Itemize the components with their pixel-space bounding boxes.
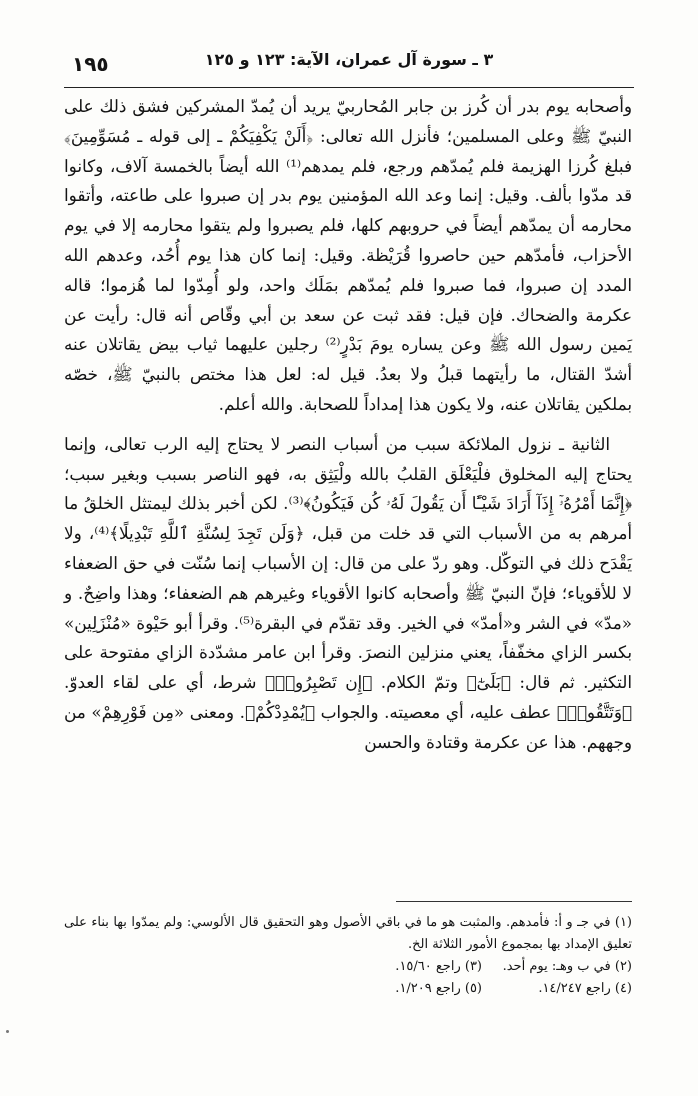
footnote-3: (٣) راجع ١٥/٦٠. — [395, 959, 482, 974]
footnote-divider — [396, 901, 632, 902]
scan-speck — [6, 1030, 9, 1033]
footnote-1: (١) في جـ و أ: فأمدهم. والمثبت هو ما في باقي الأصول وهو التحقيق قال الألوسي: ولم يمدّوا بها بناء على تعليق الإمداد بها بمجموع الأمور الثلاثة الخ. — [64, 915, 632, 952]
footnote-2: (٢) في ب وهـ: يوم أحد. — [502, 959, 632, 974]
paragraph-1: وأصحابه يوم بدر أن كُرز بن جابر المُحاربيّ يريد أن يُمدّ المشركين فشق ذلك على النبيّ ﷺ وعلى المسلمين؛ فأنزل الله تعالى: ﴿أَلَنْ يَكْفِيَكُمْ ـ إلى قوله ـ مُسَوِّمِينَ﴾ فبلغ كُرزا الهزيمة فلم يُمدّهم ورجع، فلم يمدهم⁽¹⁾ الله أيضاً بالخمسة آلاف، وكانوا قد مدّوا بألف. وقيل: إنما وعد الله المؤمنين يوم بدر إن صبروا على طاعته، وأتقوا محارمه أن يمدّهم أيضاً في حروبهم كلها، فلم يصبروا ولم يتقوا محارمه إلا في يوم الأحزاب، فأمدّهم حين حاصروا قُرَيْظة. وقيل: إنما كان هذا يوم أُحُد، وعدهم الله المدد إن صبروا، فما صبروا فلم يُمدّهم بمَلَك واحد، ولو أُمِدّوا لما هُزموا؛ قاله عكرمة والضحاك. فإن قيل: فقد ثبت عن سعد بن أبي وقّاص أنه قال: رأيت عن يَمين رسول الله ﷺ وعن يساره يومَ بَدْرٍ⁽²⁾ رجلين عليهما ثياب بيض يقاتلان عنه أشدّ القتال، ما رأيتهما قبلُ ولا بعدُ. قيل له: لعل هذا مختص بالنبيّ ﷺ، خصّه بملكين يقاتلان عنه، ولا يكون هذا إمداداً للصحابة. والله أعلم. — [64, 96, 632, 414]
footnote-row — [64, 956, 632, 978]
footnote-4: (٤) راجع ١٤/٢٤٧. — [538, 981, 632, 996]
footnote-row — [64, 978, 632, 1000]
page-number: ١٩٥ — [72, 52, 109, 76]
running-title: ٣ ـ سورة آل عمران، الآية: ١٢٣ و ١٢٥ — [204, 50, 494, 69]
paragraph-2: الثانية ـ نزول الملائكة سبب من أسباب النصر لا يحتاج إليه الرب تعالى، وإنما يحتاج إليه المخلوق فلْيَعْلَق القلبُ بالله ولْيَثِق به، فهو الناصر بسبب وبغير سبب؛ ﴿إِنَّمَا أَمْرُهُۥٓ إِذَآ أَرَادَ شَيْـًٔا أَن يَقُولَ لَهُۥ كُن فَيَكُونُ﴾⁽³⁾. لكن أخبر بذلك ليمتثل الخلقُ ما أمرهم به من الأسباب التي قد خلت من قبل، ﴿وَلَن تَجِدَ لِسُنَّةِ ٱللَّهِ تَبْدِيلًا﴾⁽⁴⁾، ولا يَقْدَح ذلك في التوكّل. وهو ردّ على من قال: إن الأسباب إنما سُنّت في حق الضعفاء لا للأقوياء؛ فإنّ النبيّ ﷺ وأصحابه كانوا الأقوياء وغيرهم هم الضعفاء؛ وهذا واضِحٌ. و «مدّ» في الشر و«أمدّ» في الخير. وقد تقدّم في البقرة⁽⁵⁾. وقرأ أبو حَيْوة «مُنْزَلِين» بكسر الزاي مخفّفاً، يعني منزلين النصرَ. وقرأ ابن عامر مشدّدة الزاي مفتوحة على التكثير. ثم قال: ﴿بَلَىٰٓ﴾ وتمّ الكلام. ﴿إِن تَصْبِرُوا۟﴾ شرط، أي على لقاء العدوّ. ﴿وَتَتَّقُوا۟﴾ عطف عليه، أي معصيته. والجواب ﴿يُمْدِدْكُمْ﴾. ومعنى «مِن فَوْرِهِمْ» من وجههم. هذا عن عكرمة وقتادة والحسن — [64, 433, 633, 752]
footnotes — [64, 912, 632, 1000]
header-divider — [64, 87, 634, 88]
main-text — [64, 92, 632, 758]
footnote-5: (٥) راجع ١/٢٠٩. — [395, 981, 482, 996]
page-header — [60, 46, 638, 86]
